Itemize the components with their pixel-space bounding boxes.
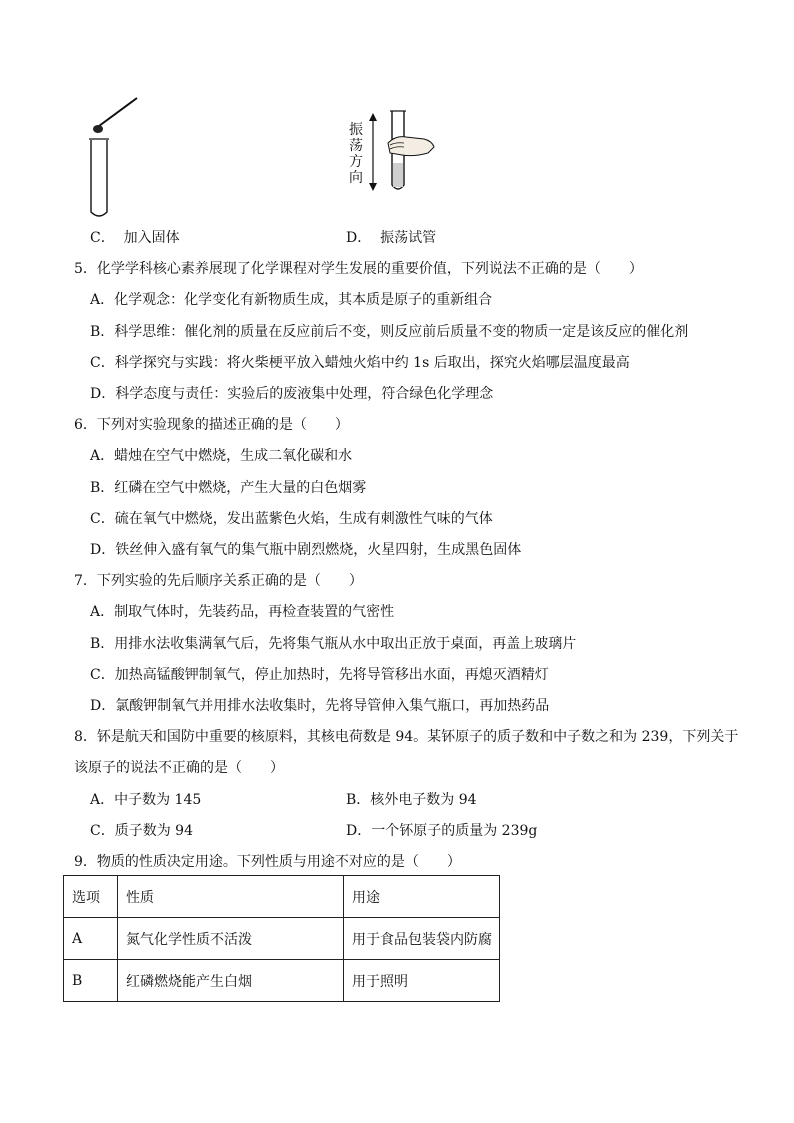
question-7-stem: 7．下列实验的先后顺序关系正确的是（ ） [74, 573, 363, 589]
table-cell: 用于照明 [344, 960, 500, 1002]
question-6-option-a: A．蜡烛在空气中燃烧，生成二氧化碳和水 [90, 448, 353, 464]
question-7-option-d: D．氯酸钾制氧气并用排水法收集时，先将导管伸入集气瓶口，再加热药品 [90, 698, 550, 714]
table-row [64, 918, 500, 960]
question-6-option-b: B．红磷在空气中燃烧，产生大量的白色烟雾 [90, 480, 367, 496]
table-cell: A [64, 918, 118, 960]
question-5-option-c: C．科学探究与实践：将火柴梗平放入蜡烛火焰中约 1s 后取出，探究火焰哪层温度最高 [90, 355, 630, 371]
question-5-option-d: D．科学态度与责任：实验后的废液集中处理，符合绿色化学理念 [90, 386, 494, 402]
table-cell: 氮气化学性质不活泼 [118, 918, 344, 960]
question-5-stem: 5．化学学科核心素养展现了化学课程对学生发展的重要价值，下列说法不正确的是（ ） [74, 261, 643, 277]
table-row [64, 960, 500, 1002]
question-8-option-b: B．核外电子数为 94 [346, 792, 477, 808]
caption-d: D． 振荡试管 [346, 230, 437, 246]
table-cell: B [64, 960, 118, 1002]
question-6-option-c: C．硫在氧气中燃烧，发出蓝紫色火焰，生成有刺激性气味的气体 [90, 511, 493, 527]
question-8-option-d: D．一个钚原子的质量为 239g [346, 823, 538, 839]
table-header-cell: 用途 [344, 876, 500, 918]
table-header-cell: 选项 [64, 876, 118, 918]
table-cell: 红磷燃烧能产生白烟 [118, 960, 344, 1002]
question-9-table [63, 875, 500, 1002]
question-7-option-c: C．加热高锰酸钾制氧气，停止加热时，先将导管移出水面，再熄灭酒精灯 [90, 667, 549, 683]
question-6-stem: 6．下列对实验现象的描述正确的是（ ） [74, 417, 349, 433]
question-9-stem: 9．物质的性质决定用途。下列性质与用途不对应的是（ ） [74, 854, 461, 870]
question-5-option-b: B．科学思维：催化剂的质量在反应前后不变，则反应前后质量不变的物质一定是该反应的催化剂 [90, 324, 689, 340]
question-8-option-c: C．质子数为 94 [90, 823, 193, 839]
question-5-option-a: A．化学观念：化学变化有新物质生成，其本质是原子的重新组合 [90, 292, 493, 308]
question-7-option-a: A．制取气体时，先装药品，再检查装置的气密性 [90, 604, 395, 620]
question-8-option-a: A．中子数为 145 [90, 792, 202, 808]
caption-c: C． 加入固体 [90, 230, 180, 246]
shake-direction-label: 振 荡 方 向 [349, 122, 363, 186]
table-header-cell: 性质 [118, 876, 344, 918]
test-tube-spoon-figure [85, 92, 145, 222]
table-cell: 用于食品包装袋内防腐 [344, 918, 500, 960]
shake-test-tube-figure [366, 105, 441, 200]
table-header-row [64, 876, 500, 918]
question-8-stem-line1: 8．钚是航天和国防中重要的核原料，其核电荷数是 94。某钚原子的质子数和中子数之和为 239，下列关于 [74, 729, 739, 745]
question-7-option-b: B．用排水法收集满氧气后，先将集气瓶从水中取出正放于桌面，再盖上玻璃片 [90, 636, 577, 652]
question-8-stem-line2: 该原子的说法不正确的是（ ） [74, 760, 284, 776]
question-6-option-d: D．铁丝伸入盛有氧气的集气瓶中剧烈燃烧，火星四射，生成黑色固体 [90, 542, 522, 558]
